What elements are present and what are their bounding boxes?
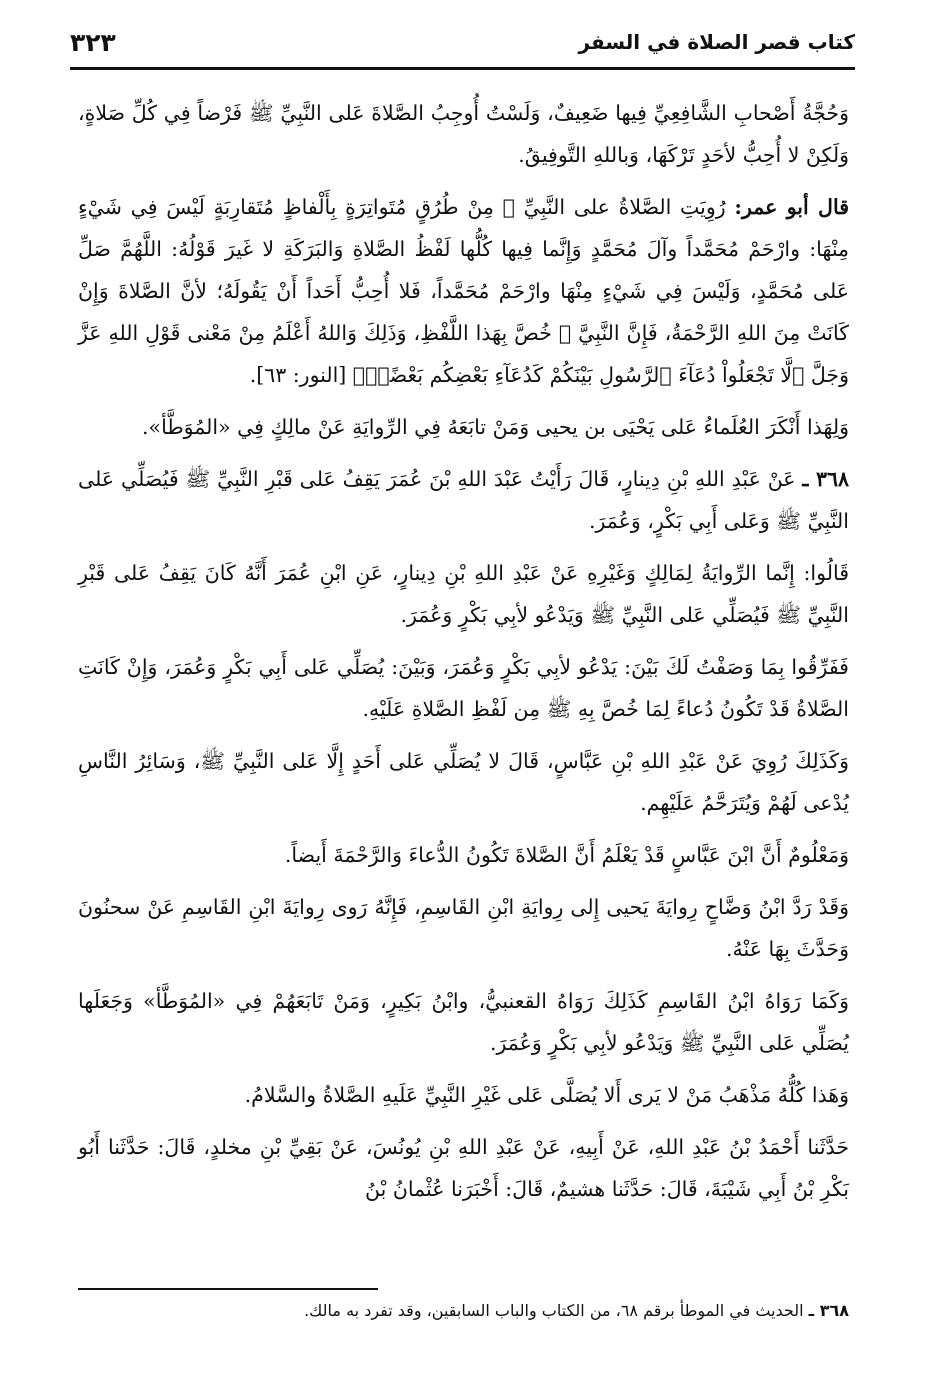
paragraph-text: وَلِهَذا أَنْكَرَ العُلَماءُ عَلى يَحْيَى بن يحيى وَمَنْ تابَعَهُ فِي الرِّوايَةِ عَنْ مالِكٍ فِي «المُوَطَّأ». (142, 415, 849, 439)
paragraph-text: وَكَذَلِكَ رُوِيَ عَنْ عَبْدِ اللهِ بْنِ عَبَّاسٍ، قَالَ لا يُصَلِّي عَلى أَحَدٍ إِلَّا عَلى النَّبِيِّ ﷺ، وَسَائِرُ النَّاسِ يُدْعى لَهُمْ وَيُتَرَحَّمُ عَلَيْهِم. (78, 749, 849, 815)
paragraph-text: وَمَعْلُومٌ أَنَّ ابْنَ عَبَّاسٍ قَدْ يَعْلَمُ أَنَّ الصَّلاةَ تَكُونُ الدُّعاءَ وَالرَّحْمَةَ أَيضاً. (284, 843, 849, 867)
footnote-number: ٣٦٨ ـ (808, 1301, 849, 1320)
paragraph-7 (78, 740, 849, 824)
footnote-rule (78, 1288, 378, 1290)
paragraph-9 (78, 886, 849, 970)
page-header (70, 28, 855, 70)
footnote (78, 1298, 849, 1324)
paragraph-lead: قال أبو عمر: (734, 195, 849, 219)
paragraph-text: حَدَّثَنا أَحْمَدُ بْنُ عَبْدِ اللهِ، عَنْ أَبِيهِ، عَنْ عَبْدِ اللهِ بْنِ يُونُسَ، عَنْ بَقِيِّ بْنِ مخلدٍ، قَالَ: حَدَّثَنا أَبُو بَكْرِ بْنُ أَبِي شَيْبَةَ، قَالَ: حَدَّثَنا هشيمٌ، قَالَ: أَخْبَرَنا عُثْمانُ بْنُ (78, 1135, 849, 1201)
paragraph-text: وَكَمَا رَوَاهُ ابْنُ القَاسِمِ كَذَلِكَ رَوَاهُ القعنبيُّ، وابْنُ بَكِيرٍ، وَمَنْ تَابَعَهُمْ فِي «المُوَطَّأ» وَجَعَلَها يُصَلِّي عَلى النَّبِيِّ ﷺ وَيَدْعُو لأبِي بَكْرٍ وَعُمَرَ. (78, 989, 849, 1055)
main-text (78, 92, 849, 1220)
paragraph-text: فَفَرِّقُوا بِمَا وَصَفْتُ لَكَ بَيْنَ: يَدْعُو لأبِي بَكْرٍ وَعُمَرَ، وَبَيْنَ: يُصَلِّي عَلى أَبِي بَكْرٍ وَعُمَرَ، وَإِنْ كَانَتِ الصَّلاةُ قَدْ تَكُونُ دُعاءً لِمَا خُصَّ بِهِ ﷺ مِن لَفْظِ الصَّلاةِ عَلَيْهِ. (78, 655, 849, 721)
paragraph-8 (78, 834, 849, 876)
paragraph-text: عَنْ عَبْدِ اللهِ بْنِ دِينارٍ، قَالَ رَأَيْتُ عَبْدَ اللهِ بْنَ عُمَرَ يَقِفُ عَلى قَبْرِ النَّبِيِّ ﷺ فَيُصَلِّي عَلى النَّبِيِّ ﷺ وَعَلى أَبِي بَكْرٍ، وَعُمَرَ. (78, 467, 849, 533)
paragraph-text: رُوِيَتِ الصَّلاةُ على النَّبِيِّ ﷺ مِنْ طُرُقٍ مُتَواتِرَةٍ بِأَلْفاظٍ مُتَقارِبَةٍ لَيْسَ فِي شَيْءٍ مِنْهَا: وارْحَمْ مُحَمَّداً وآلَ مُحَمَّدٍ وَإِنَّما فِيها كُلُّها لَفْظُ الصَّلاةِ وَالبَرَكَةِ لا غَيرَ قَوْلُهُ: اللَّهُمَّ صَلِّ عَلى مُحَمَّدٍ، وَلَيْسَ فِي شَيْءٍ مِنْهَا وارْحَمْ مُحَمَّداً، فَلا أُحِبُّ أَحَداً أَنْ يَقُولَهُ؛ لأنَّ الصَّلاةَ وَإِنْ كَانَتْ مِنَ اللهِ الرَّحْمَةُ، فَإِنَّ النَّبِيَّ ﷺ خُصَّ بِهَذا اللَّفْظِ، وَذَلِكَ وَاللهُ أَعْلَمُ مِنْ مَعْنى قَوْلِ اللهِ عَزَّ وَجَلَّ ﴿لَّا تَجْعَلُواْ دُعَآءَ ٱلرَّسُولِ بَيْنَكُمْ كَدُعَآءِ بَعْضِكُم بَعْضًاۚ﴾ [النور: ٦٣]. (78, 195, 849, 387)
paragraph-text: قَالُوا: إِنَّما الرِّوايَةُ لِمَالِكٍ وَغَيْرِهِ عَنْ عَبْدِ اللهِ بْنِ دِينارٍ، عَنِ ابْنِ عُمَرَ أَنَّهُ كَانَ يَقِفُ عَلى قَبْرِ النَّبِيِّ ﷺ فَيُصَلِّي عَلى النَّبِيِّ ﷺ وَيَدْعُو لأبِي بَكْرٍ وَعُمَرَ. (78, 561, 849, 627)
running-title: كتاب قصر الصلاة في السفر (578, 30, 855, 54)
paragraph-10 (78, 980, 849, 1064)
footnote-text: الحديث في الموطأ برقم ٦٨، من الكتاب والباب السابقين، وقد تفرد به مالك. (304, 1301, 809, 1320)
paragraph-12 (78, 1126, 849, 1210)
paragraph-3 (78, 406, 849, 448)
paragraph-text: وَهَذا كُلُّهُ مَذْهَبُ مَنْ لا يَرى أَلا يُصَلَّى عَلى غَيْرِ النَّبِيِّ عَلَيهِ الصَّلاةُ والسَّلامُ. (244, 1083, 849, 1107)
paragraph-text: وَقَدْ رَدَّ ابْنُ وَضَّاحٍ رِوايَةَ يَحيى إِلى رِوايَةِ ابْنِ القَاسِمِ، فَإِنَّهُ رَوى رِوايَةَ ابْنِ القَاسِمِ عَنْ سحنُونَ وَحَدَّثَ بِهَا عَنْهُ. (78, 895, 849, 961)
paragraph-11 (78, 1074, 849, 1116)
hadith-number: ٣٦٨ ـ (802, 467, 849, 491)
paragraph-text: وَحُجَّةُ أَصْحابِ الشَّافِعِيِّ فِيها ضَعِيفٌ، وَلَسْتُ أُوجِبُ الصَّلاةَ عَلى النَّبِيِّ ﷺ فَرْضاً فِي كُلِّ صَلاةٍ، وَلَكِنْ لا أُحِبُّ لأحَدٍ تَرْكَهَا، وَباللهِ التَّوفِيقُ. (78, 101, 849, 167)
paragraph-4-hadith-368 (78, 458, 849, 542)
paragraph-5 (78, 552, 849, 636)
header-rule (70, 67, 855, 70)
paragraph-6 (78, 646, 849, 730)
paragraph-1 (78, 92, 849, 176)
paragraph-2 (78, 186, 849, 396)
page-number: ٣٢٣ (70, 28, 116, 57)
